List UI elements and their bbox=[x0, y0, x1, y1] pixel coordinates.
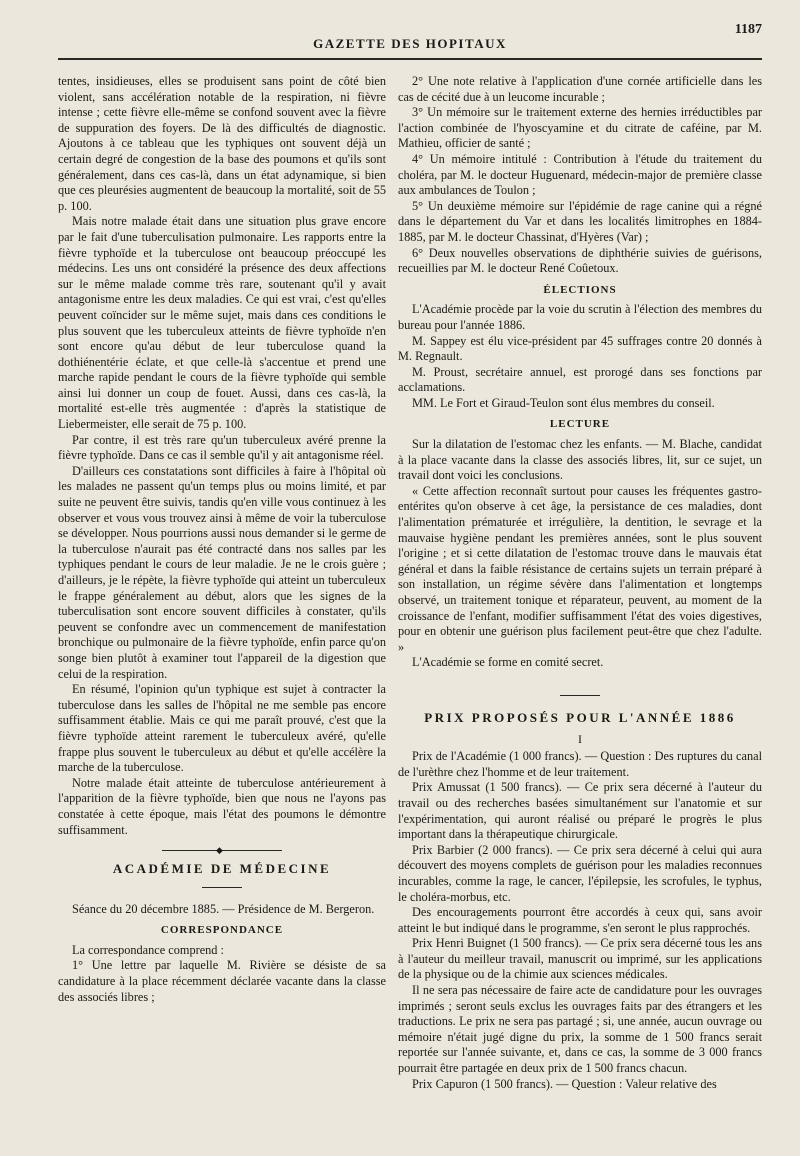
spacer bbox=[398, 671, 762, 685]
journal-title: GAZETTE DES HOPITAUX bbox=[313, 36, 507, 51]
seance-line: Séance du 20 décembre 1885. — Présidence de M. Bergeron. bbox=[72, 901, 375, 916]
paragraph: M. Proust, secrétaire annuel, est prorogé dans ses fonctions par acclamations. bbox=[398, 364, 762, 395]
paragraph: Des encouragements pourront être accordés à ceux qui, sans avoir atteint le but indiqué dans le programme, s'en seront le plus rapprochés. bbox=[398, 905, 762, 935]
paragraph: Prix Henri Buignet (1 500 francs). — Ce prix sera décerné tous les ans à l'auteur du meilleur travail, manuscrit ou imprimé, sur les applications de la physique ou de la chimie aux sciences médicales. bbox=[398, 936, 762, 982]
paragraph: Il ne sera pas nécessaire de faire acte de candidature pour les ouvrages imprimés ; seront seuls exclus les ouvrages faits par des étrangers et les traductions. Le prix ne sera pas partagé ; si, une année, aucun ouvrage ou mémoire n'était jugé digne du prix, la somme de 1 500 francs serait reportée sur l'année suivante, et, dans ce cas, la somme de 3 000 francs pourrait être partagée en deux prix de 1 500 francs chacun. bbox=[398, 983, 762, 1076]
paragraph: 5° Un deuxième mémoire sur l'épidémie de rage canine qui a régné dans le département du Var et dans les localités limitrophes en 1884-1885, par M. le docteur Chassinat, d'Hyères (Var) ; bbox=[398, 198, 762, 244]
paragraph: tentes, insidieuses, elles se produisent sans point de côté bien violent, sans accélération notable de la respiration, ni fièvre intense ; cette fièvre elle-même se confond souvent avec la fièvre de suppuration des foyers. De là des difficultés de diagnostic. Ajoutons à ce tableau que les typhiques ont souvent déjà un certain degré de congestion de la base des poumons et qu'ils sont généralement, dans ces cas-là, dans un état adynamique, si bien que ces pleurésies augmentent de beaucoup la mortalité, soit de 55 p. 100. bbox=[58, 74, 386, 213]
paragraph: En résumé, l'opinion qu'un typhique est sujet à contracter la tuberculose dans les salles de l'hôpital ne me semble pas encore suffisamment établie. Mais ce qui me paraît prouvé, c'est que la fièvre typhoïde atteint rarement le tuberculeux avéré, qu'elle frappe plus souvent le tuberculeux au début et qu'elle accélère la marche de la tuberculose. bbox=[58, 682, 386, 775]
paragraph: « Cette affection reconnaît surtout pour causes les fréquentes gastro-entérites qu'on observe à cet âge, la persistance de ces maladies, dont l'alimentation prématurée et irrégulière, la dentition, le sevrage et la mauvaise hygiène pendant les premières années, sont le plus souvent l'origine ; et si cette dilatation de l'estomac trouve dans le mauvais état général et dans la faible résistance de certains sujets un terrain préparé à son installation, un régime sévère dans l'alimentation et longtemps observé, un traitement tonique et réparateur, peuvent, au moment de la croissance de l'enfant, modifier suffisamment l'état des voies digestives, pour en obtenir une guérison plus facilement peut-être que chez l'adulte. » bbox=[398, 483, 762, 654]
paragraph: Par contre, il est très rare qu'un tuberculeux avéré prenne la fièvre typhoïde. Dans ce cas il semble qu'il y ait antagonisme réel. bbox=[58, 432, 386, 463]
paragraph: La correspondance comprend : bbox=[72, 942, 224, 957]
lecture-heading: LECTURE bbox=[549, 418, 611, 431]
prix-heading: PRIX PROPOSÉS POUR L'ANNÉE 1886 bbox=[424, 709, 736, 725]
elections-heading: ÉLECTIONS bbox=[543, 283, 617, 296]
ornamental-rule bbox=[162, 850, 282, 851]
paragraph: Notre malade était atteinte de tuberculose antérieurement à l'apparition de la fièvre typhoïde, bien que nous ne l'ayons pas constatée à cette époque, mais l'état des poumons le démontre suffisamment. bbox=[58, 775, 386, 837]
paragraph: 2° Une note relative à l'application d'une cornée artificielle dans les cas de cécité due à un leucome incurable ; bbox=[398, 74, 762, 104]
paragraph: MM. Le Fort et Giraud-Teulon sont élus membres du conseil. bbox=[412, 395, 715, 410]
page-number: 1187 bbox=[734, 22, 762, 37]
prix-roman-numeral: I bbox=[578, 731, 582, 746]
left-column bbox=[58, 74, 386, 1005]
paragraph: 6° Deux nouvelles observations de diphthérie suivies de guérisons, recueillies par M. le docteur René Coûetoux. bbox=[398, 245, 762, 276]
paragraph: M. Sappey est élu vice-président par 45 suffrages contre 20 donnés à M. Regnault. bbox=[398, 333, 762, 364]
running-head bbox=[58, 22, 762, 60]
paragraph: Prix Capuron (1 500 francs). — Question : Valeur relative des bbox=[412, 1076, 717, 1091]
paragraph: Mais notre malade était dans une situation plus grave encore par le fait d'une tuberculisation pulmonaire. Les rapports entre la fièvre typhoïde et la tuberculose ont beaucoup préoccupé les médecins. Les uns ont considéré la présence des deux affections sur le même malade comme très rare, soutenant qu'il y avait antagonisme entre les deux maladies. Ce qui est vrai, c'est qu'elles peuvent coïncider sur le même sujet, mais dans ces conditions le plus souvent que les tuberculeux atteints de fièvre typhoïde n'en sont encore qu'au début de leur tuberculose quand la dothiénentérie éclate, et que celle-là s'accentue et prend une marche rapide pendant le cours de la fièvre typhoïde qui semble ainsi lui donner un coup de fouet. Aussi, dans ces cas-là, la mortalité est-elle très augmentée : d'après la statistique de Liebermeister, elle serait de 75 p. 100. bbox=[58, 214, 386, 432]
divider bbox=[560, 695, 600, 696]
paragraph: Sur la dilatation de l'estomac chez les enfants. — M. Blache, candidat à la place vacante dans la classe des associés libres, lit, sur ce sujet, un travail dont voici les conclusions. bbox=[398, 437, 762, 483]
paragraph: 4° Un mémoire intitulé : Contribution à l'étude du traitement du choléra, par M. le docteur Huguenard, médecin-major de première classe aux ambulances de Toulon ; bbox=[398, 151, 762, 198]
paragraph: Prix Barbier (2 000 francs). — Ce prix sera décerné à celui qui aura découvert des moyens complets de guérison pour les maladies reconnues incurables, comme la rage, le cancer, l'épilepsie, les scrofules, le typhus, le choléra-morbus, etc. bbox=[398, 842, 762, 904]
paragraph: 1° Une lettre par laquelle M. Rivière se désiste de sa candidature à la place récemment déclarée vacante dans la classe des associés libres ; bbox=[58, 958, 386, 1004]
paragraph: Prix de l'Académie (1 000 francs). — Question : Des ruptures du canal de l'urèthre chez l'homme et de leur traitement. bbox=[398, 749, 762, 779]
correspondance-heading: CORRESPONDANCE bbox=[160, 924, 284, 937]
divider bbox=[202, 887, 242, 888]
academie-heading: ACADÉMIE DE MÉDECINE bbox=[112, 861, 332, 877]
paragraph: L'Académie procède par la voie du scrutin à l'élection des membres du bureau pour l'année 1886. bbox=[398, 302, 762, 332]
paragraph: Prix Amussat (1 500 francs). — Ce prix sera décerné à l'auteur du travail ou des recherches basées simultanément sur l'anatomie et sur l'expérimentation, qui auront réalisé ou préparé le progrès le plus important dans la thérapeutique chirurgicale. bbox=[398, 780, 762, 842]
paragraph: L'Académie se forme en comité secret. bbox=[412, 655, 604, 670]
right-column bbox=[398, 74, 762, 1092]
paragraph: D'ailleurs ces constatations sont difficiles à faire à l'hôpital où les malades ne passent qu'un temps plus ou moins limité, et par suite ne peuvent être suivis, tandis qu'en ville vous continuez à les observer et vous vous trouvez ainsi à même de voir la tuberculose se développer. Nous pourrions aussi nous demander si le germe de la tuberculose n'aurait pas été contracté dans nos salles par les typhiques pendant le cours de leur maladie. Je ne le crois guère ; d'ailleurs, je le répète, la fièvre typhoïde qui atteint un tuberculeux le frappe généralement au début, alors que les signes de la tuberculisation sont encore souvent difficiles à constater, qu'ils peuvent se confondre avec un commencement de manifestation bronchique ou pulmonaire de la fièvre typhoïde, enfin parce qu'on songe bien plutôt à examiner tout l'appareil de la digestion que celui de la respiration. bbox=[58, 463, 386, 681]
paragraph: 3° Un mémoire sur le traitement externe des hernies irréductibles par l'action combinée de l'hyoscyamine et du citrate de caféine, par M. Mathieu, officier de santé ; bbox=[398, 105, 762, 151]
